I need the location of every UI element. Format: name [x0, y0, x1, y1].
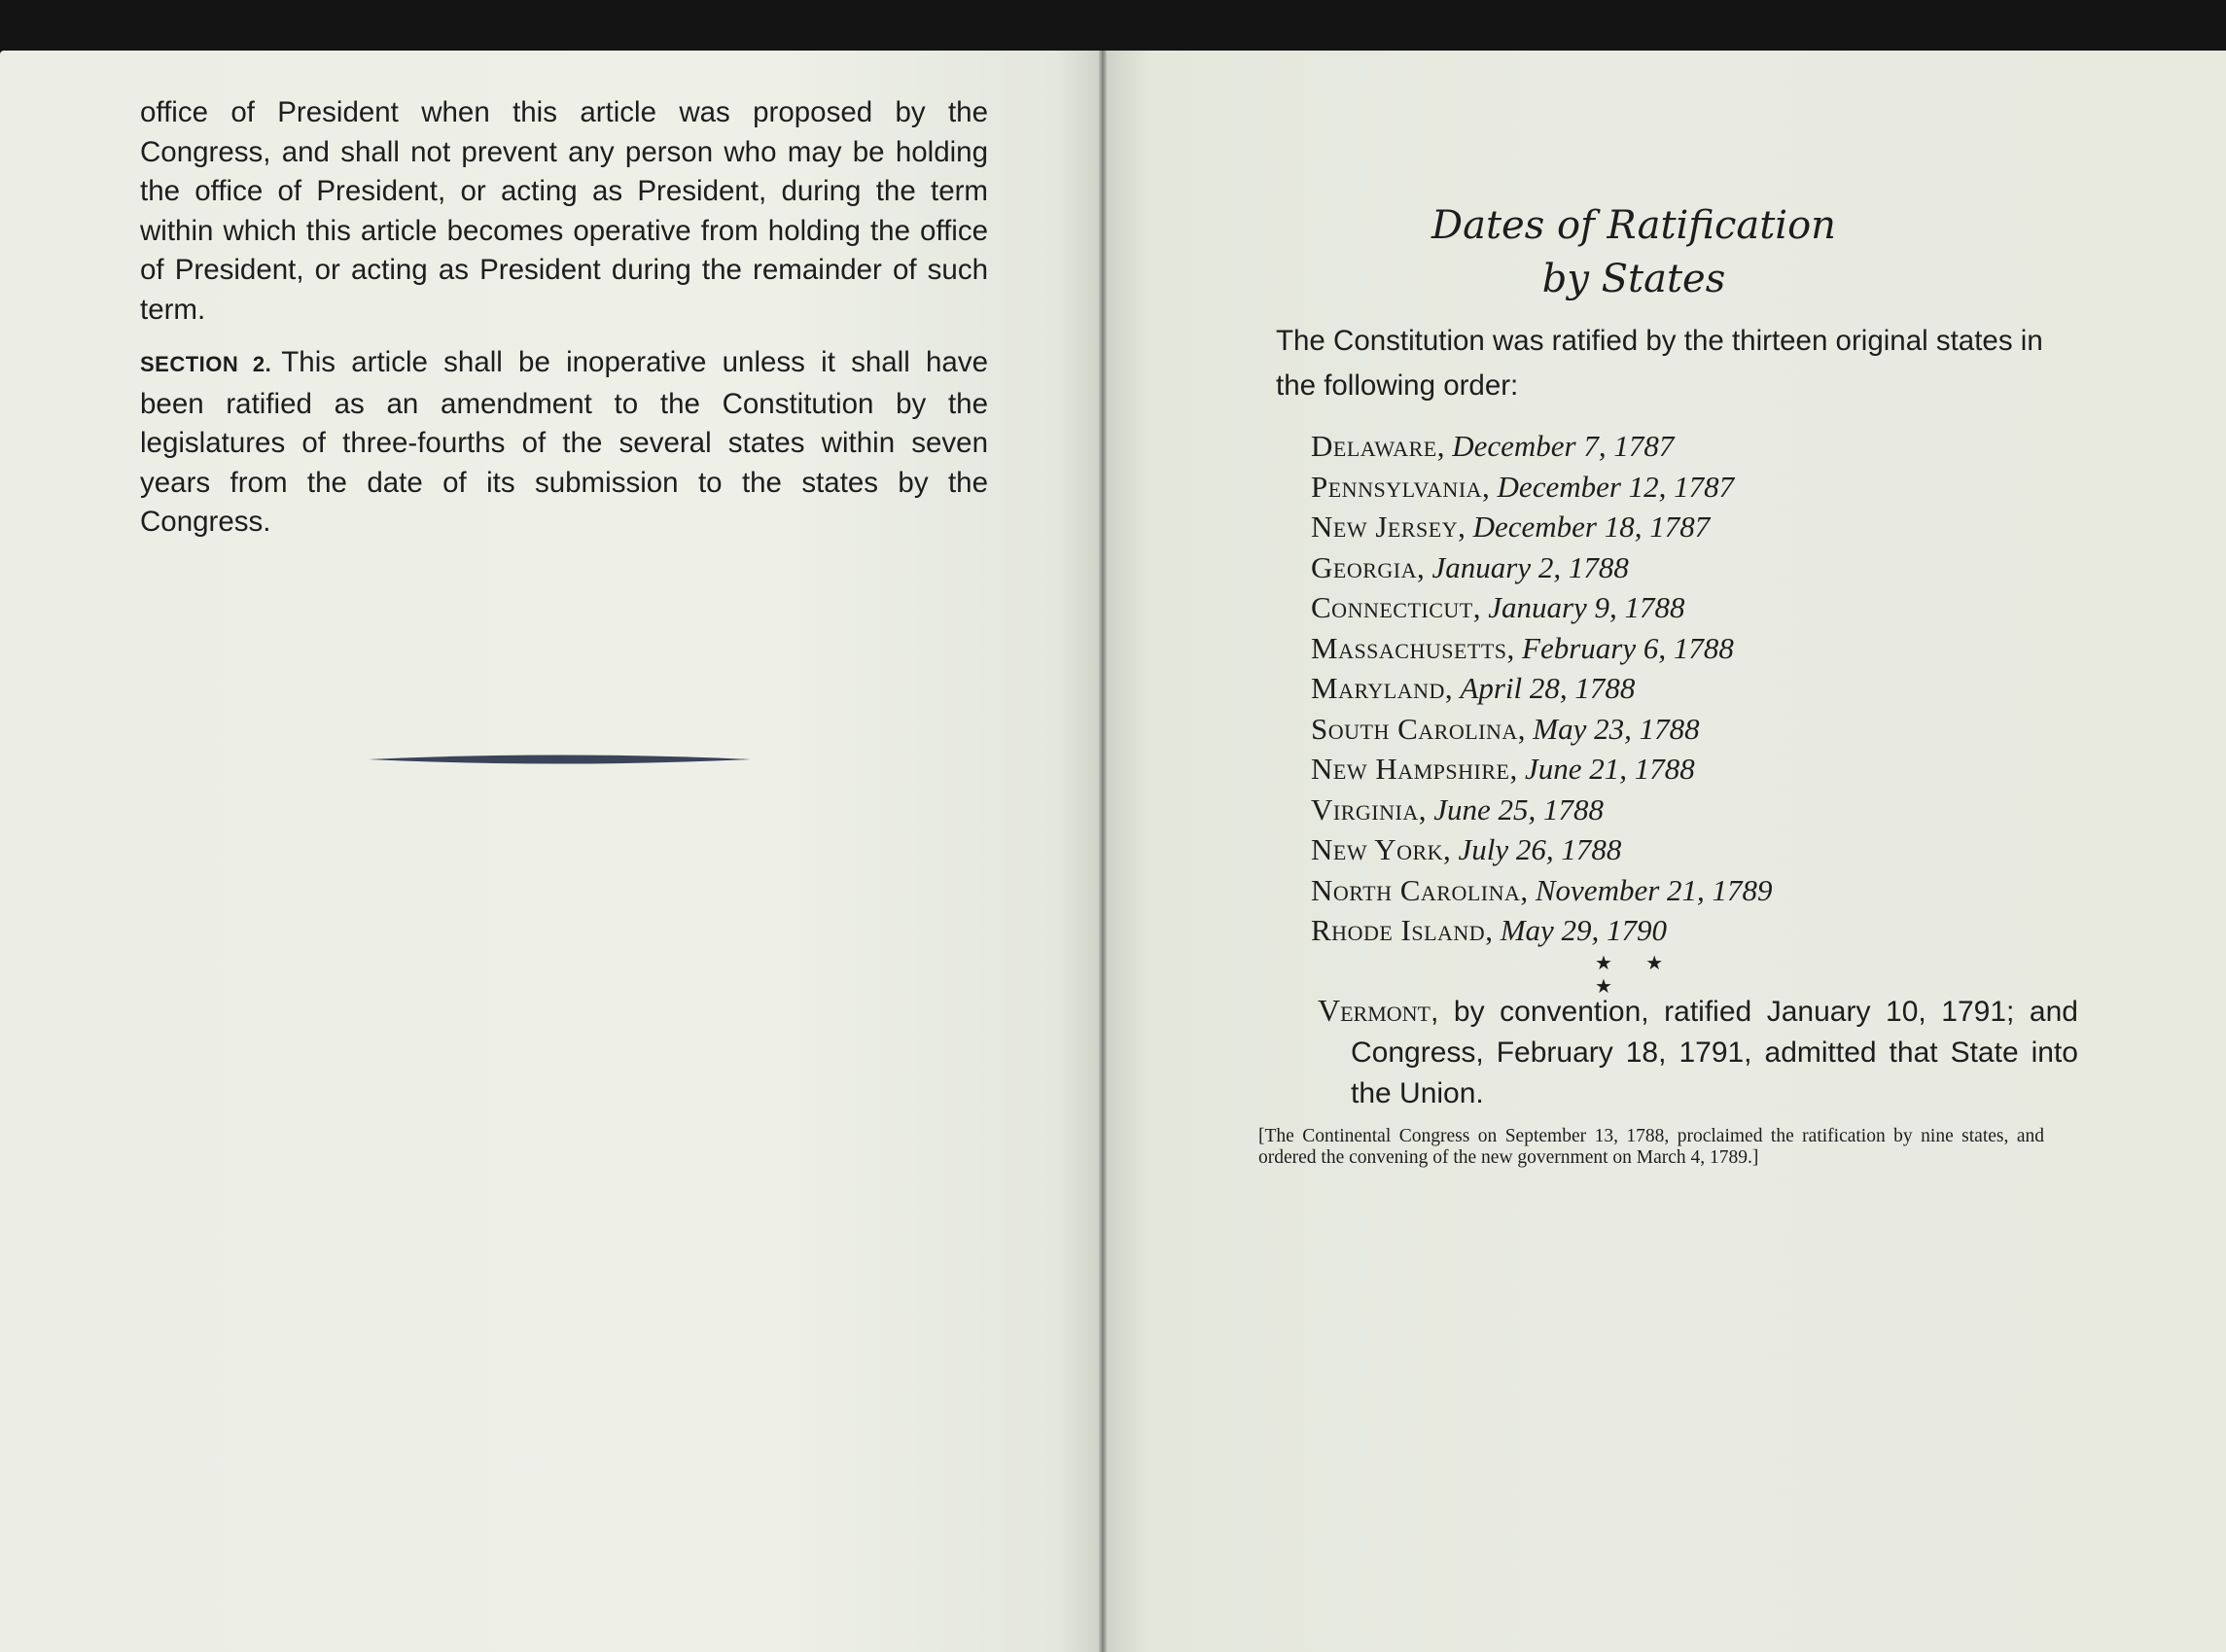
amendment-paragraph: office of President when this article was proposed by the Congress, and shall not prevent any person who may be holding the office of President, or acting as President, during the term within which this article becomes operative from holding the office of President, or acting as President during the remainder of such term. — [140, 96, 988, 326]
state-name: Virginia — [1311, 791, 1419, 826]
separator-comma: , — [1485, 913, 1501, 947]
separator-comma: , — [1444, 671, 1461, 705]
left-page-text — [140, 93, 988, 543]
ratification-item — [1311, 749, 2050, 790]
separator-comma: , — [1517, 711, 1534, 746]
state-name: Rhode Island — [1311, 913, 1486, 947]
state-name: New Hampshire — [1311, 752, 1510, 786]
ratification-date: January 9, 1788 — [1488, 590, 1685, 624]
ratification-item — [1311, 668, 2050, 709]
separator-comma: , — [1458, 510, 1473, 544]
ratification-date: November 21, 1789 — [1535, 872, 1773, 907]
state-name: Georgia — [1311, 549, 1417, 584]
separator-comma: , — [1436, 429, 1453, 463]
ratification-item — [1311, 467, 2050, 508]
separator-comma: , — [1520, 872, 1536, 907]
ratification-date: December 12, 1787 — [1497, 469, 1735, 504]
ratification-item — [1311, 829, 2050, 870]
ratification-item — [1311, 910, 2050, 951]
separator-comma: , — [1472, 590, 1489, 624]
separator-comma: , — [1506, 630, 1523, 665]
state-name: Maryland — [1311, 671, 1445, 705]
star-separator: ★ ★ ★ — [1595, 951, 1678, 998]
ratification-date: April 28, 1788 — [1460, 671, 1636, 705]
ratification-date: June 25, 1788 — [1433, 791, 1604, 826]
ratification-date: July 26, 1788 — [1458, 832, 1622, 866]
book-gutter — [1099, 51, 1107, 1652]
ratification-item — [1311, 547, 2050, 588]
ratification-date: December 18, 1787 — [1472, 510, 1711, 544]
state-name: New Jersey — [1311, 510, 1459, 544]
ratification-item — [1311, 587, 2050, 628]
state-name: Delaware — [1311, 429, 1437, 463]
state-name: Connecticut — [1311, 590, 1473, 624]
ratification-item — [1311, 426, 2050, 467]
ratification-date: December 7, 1787 — [1452, 429, 1675, 463]
state-name: North Carolina — [1311, 872, 1521, 907]
separator-comma: , — [1509, 752, 1525, 786]
ratification-date: June 21, 1788 — [1524, 752, 1695, 786]
section-2-paragraph — [140, 343, 988, 543]
ornament-rule — [368, 752, 751, 767]
ratification-date: January 2, 1788 — [1431, 549, 1629, 584]
ratification-date: May 29, 1790 — [1500, 913, 1668, 947]
ratification-item — [1311, 628, 2050, 669]
separator-comma: , — [1417, 549, 1432, 584]
vermont-state-name: Vermont — [1318, 993, 1431, 1028]
state-name: Pennsylvania — [1311, 469, 1483, 504]
state-name: New York — [1311, 832, 1444, 866]
ratification-list — [1311, 426, 2050, 951]
page-title — [1342, 199, 1926, 306]
state-name: South Carolina — [1311, 711, 1518, 746]
vermont-text: , by convention, ratified January 10, 1791; and Congress, February 18, 1791, admitted that State into the Union. — [1351, 996, 2078, 1109]
separator-comma: , — [1418, 791, 1434, 826]
state-name: Massachusetts — [1311, 630, 1507, 665]
separator-comma: , — [1443, 832, 1459, 866]
ratification-item — [1311, 870, 2050, 911]
separator-comma: , — [1482, 469, 1498, 504]
ratification-date: May 23, 1788 — [1533, 711, 1700, 746]
intro-paragraph — [1247, 319, 2044, 408]
vermont-paragraph — [1318, 990, 2078, 1114]
ratification-item — [1311, 709, 2050, 750]
footnote: [The Continental Congress on September 13, 1788, proclaimed the ratification by nine states, and ordered the convening of the new government on March 4, 1789.] — [1258, 1126, 2044, 1168]
section-label: SECTION 2. — [140, 352, 272, 376]
ratification-item — [1311, 790, 2050, 830]
intro-text: The Constitution was ratified by the thirteen original states in the following order: — [1276, 325, 2043, 402]
title-line-1: Dates of Ratification — [1431, 203, 1836, 248]
ratification-item — [1311, 507, 2050, 547]
ratification-date: February 6, 1788 — [1522, 630, 1734, 665]
title-line-2: by States — [1541, 257, 1726, 301]
section-2-text: This article shall be inoperative unless it shall have been ratified as an amendment to the Constitution by the legislatures of three-fourths of the several states within seven years from the date of its submission to the states by the Congress. — [140, 346, 988, 538]
